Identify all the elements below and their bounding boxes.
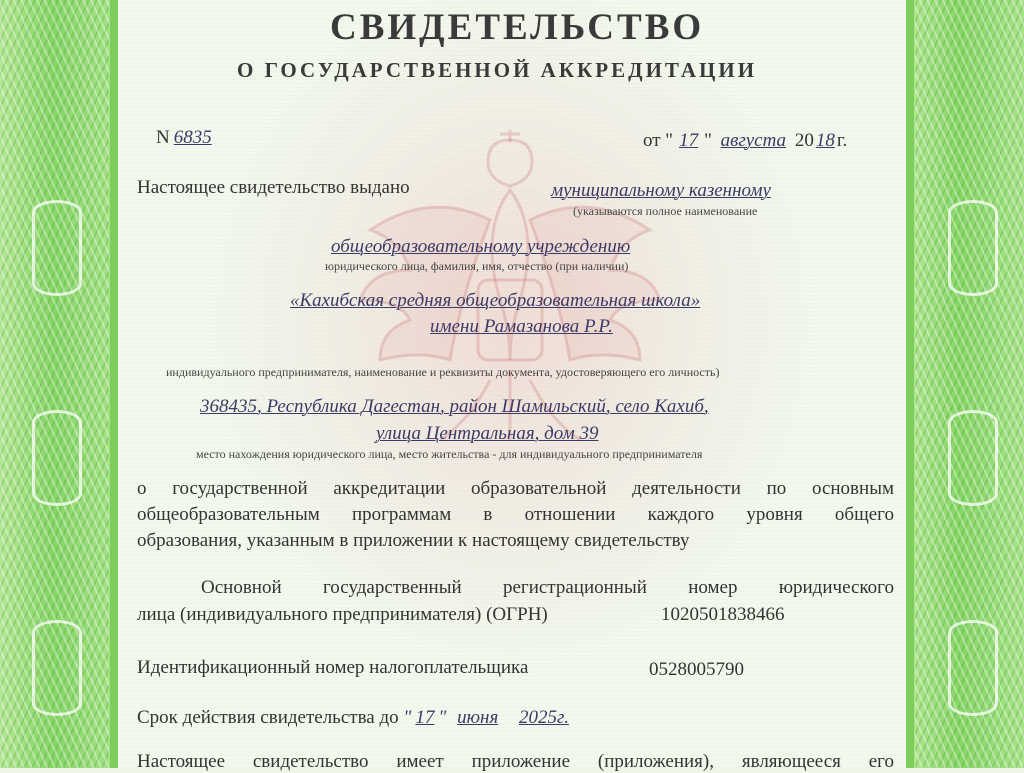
date-year-prefix: 20 xyxy=(794,130,814,151)
validity-date xyxy=(137,707,569,729)
inn-value: 0528005790 xyxy=(649,659,744,680)
ogrn-value: 1020501838466 xyxy=(661,604,785,625)
issued-hint-3: индивидуального предпринимателя, наименование и реквизиты документа, удостоверяющего его личность) xyxy=(166,365,720,379)
issue-date xyxy=(643,130,847,152)
date-prefix: от " xyxy=(643,130,674,151)
document-title: СВИДЕТЕЛЬСТВО xyxy=(330,7,705,48)
validity-open-quote: " xyxy=(403,707,412,728)
issued-line-4: имени Рамазанова Р.Р. xyxy=(430,316,613,337)
address-line-1: 368435, Республика Дагестан, район Шамильский, село Кахиб, xyxy=(200,396,709,417)
certificate-number xyxy=(156,127,214,149)
issued-hint-1: (указываются полное наименование xyxy=(573,204,758,218)
purpose-line-2: общеобразовательным программам в отношении каждого уровня общего xyxy=(137,504,894,525)
ornament-scroll-icon xyxy=(32,410,82,506)
validity-label: Срок действия свидетельства до xyxy=(137,707,399,728)
ogrn-line-2: лица (индивидуального предпринимателя) (ОГРН) xyxy=(137,604,548,625)
address-line-2: улица Центральная, дом 39 xyxy=(376,423,599,444)
validity-day: 17 xyxy=(415,707,435,728)
validity-month: июня xyxy=(457,707,499,728)
date-g: г. xyxy=(836,130,848,151)
issued-line-1: муниципальному казенному xyxy=(551,180,771,201)
ornamental-border-right xyxy=(906,0,1024,768)
validity-close-quote: " xyxy=(438,707,447,728)
issued-line-2: общеобразовательному учреждению xyxy=(331,236,631,257)
issued-label: Настоящее свидетельство выдано xyxy=(137,177,410,198)
ornamental-border-left xyxy=(0,0,118,768)
date-year-suffix: 18 xyxy=(815,130,835,151)
document-subtitle: О ГОСУДАРСТВЕННОЙ АККРЕДИТАЦИИ xyxy=(237,58,758,82)
issued-line-3: «Кахибская средняя общеобразовательная школа» xyxy=(290,290,701,311)
inn-label: Идентификационный номер налогоплательщика xyxy=(137,657,529,678)
ornament-scroll-icon xyxy=(32,200,82,296)
date-day: 17 xyxy=(679,130,699,151)
date-quote-close: " xyxy=(704,130,712,151)
date-month: августа xyxy=(720,130,787,151)
validity-year: 2025г. xyxy=(519,707,569,728)
purpose-line-3: образования, указанным в приложении к настоящему свидетельству xyxy=(137,530,690,551)
ogrn-line-1: Основной государственный регистрационный номер юридического xyxy=(201,577,894,598)
address-hint: место нахождения юридического лица, место жительства - для индивидуального предпринимателя xyxy=(196,447,703,461)
number-value: 6835 xyxy=(173,127,212,148)
attachment-line-1: Настоящее свидетельство имеет приложение (приложения), являющееся его xyxy=(137,751,894,772)
ornament-scroll-icon xyxy=(948,410,998,506)
ornament-scroll-icon xyxy=(32,620,82,716)
number-prefix: N xyxy=(156,127,170,148)
purpose-line-1: о государственной аккредитации образовательной деятельности по основным xyxy=(137,478,894,499)
issued-hint-2: юридического лица, фамилия, имя, отчество (при наличии) xyxy=(325,259,629,273)
ornament-scroll-icon xyxy=(948,620,998,716)
ornament-scroll-icon xyxy=(948,200,998,296)
